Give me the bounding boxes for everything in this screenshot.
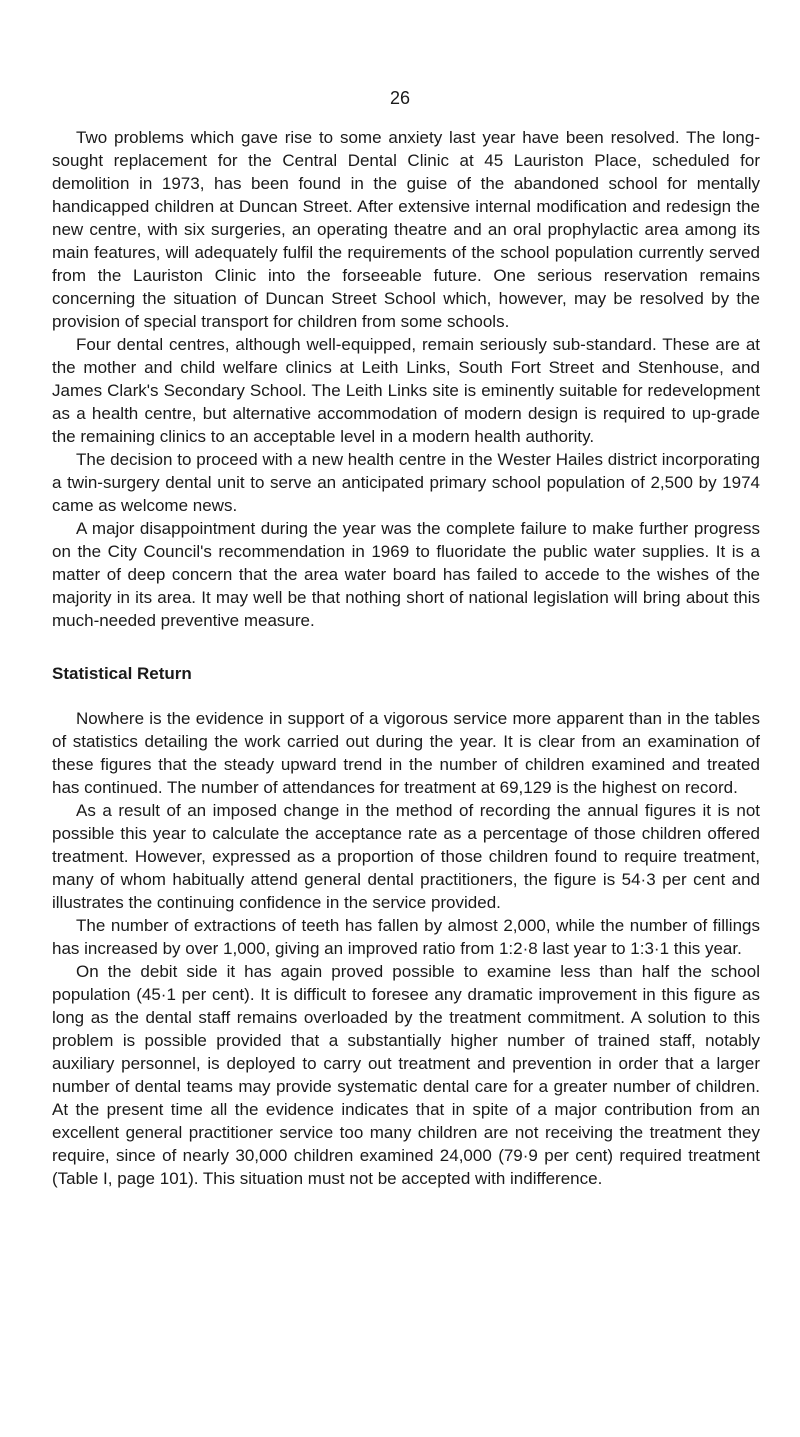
section-intro — [52, 126, 760, 632]
paragraph: The decision to proceed with a new health centre in the Wester Hailes district incorporating a twin-surgery dental unit to serve an anticipated primary school population of 2,500 by 1974 came as welcome news. — [52, 450, 760, 515]
section-statistical-return — [52, 707, 760, 1190]
paragraph: Two problems which gave rise to some anxiety last year have been resolved. The long-sought replacement for the Central Dental Clinic at 45 Lauriston Place, scheduled for demolition in 1973, has been found in the guise of the abandoned school for mentally handicapped children at Duncan Street. After extensive internal modification and redesign the new centre, with six surgeries, an operating theatre and an oral prophylactic area among its main features, will adequately fulfil the requirements of the school population currently served from the Lauriston Clinic into the forseeable future. One serious reservation remains concerning the situation of Duncan Street School which, however, may be resolved by the provision of special transport for children from some schools. — [52, 128, 760, 331]
paragraph: A major disappointment during the year was the complete failure to make further progress on the City Council's recommendation in 1969 to fluoridate the public water supplies. It is a matter of deep concern that the area water board has failed to accede to the wishes of the majority in its area. It may well be that nothing short of national legislation will bring about this much-needed preventive measure. — [52, 519, 760, 630]
paragraph: On the debit side it has again proved possible to examine less than half the school population (45·1 per cent). It is difficult to foresee any dramatic improvement in this figure as long as the dental staff remains overloaded by the treatment commitment. A solution to this problem is possible provided that a substantially higher number of trained staff, notably auxiliary personnel, is deployed to carry out treatment and prevention in order that a larger number of dental teams may provide systematic dental care for a greater number of children. At the present time all the evidence indicates that in spite of a major contribution from an excellent general practitioner service too many children are not receiving the treatment they require, since of nearly 30,000 children examined 24,000 (79·9 per cent) required treatment (Table I, page 101). This situation must not be accepted with indifference. — [52, 962, 760, 1188]
paragraph: Nowhere is the evidence in support of a vigorous service more apparent than in the tables of statistics detailing the work carried out during the year. It is clear from an examination of these figures that the steady upward trend in the number of children examined and treated has continued. The number of attendances for treatment at 69,129 is the highest on record. — [52, 709, 760, 797]
paragraph: Four dental centres, although well-equipped, remain seriously sub-standard. These are at the mother and child welfare clinics at Leith Links, South Fort Street and Stenhouse, and James Clark's Secondary School. The Leith Links site is eminently suitable for redevelopment as a health centre, but alternative accommodation of modern design is required to up-grade the remaining clinics to an acceptable level in a modern health authority. — [52, 335, 760, 446]
section-heading: Statistical Return — [52, 664, 192, 683]
paragraph: As a result of an imposed change in the method of recording the annual figures it is not possible this year to calculate the acceptance rate as a percentage of those children offered treatment. However, expressed as a proportion of those children found to require treatment, many of whom habitually attend general dental practitioners, the figure is 54·3 per cent and illustrates the continuing confidence in the service provided. — [52, 801, 760, 912]
paragraph: The number of extractions of teeth has fallen by almost 2,000, while the number of fillings has increased by over 1,000, giving an improved ratio from 1:2·8 last year to 1:3·1 this year. — [52, 916, 760, 958]
document-body — [52, 126, 760, 1190]
page-number: 26 — [389, 88, 411, 108]
